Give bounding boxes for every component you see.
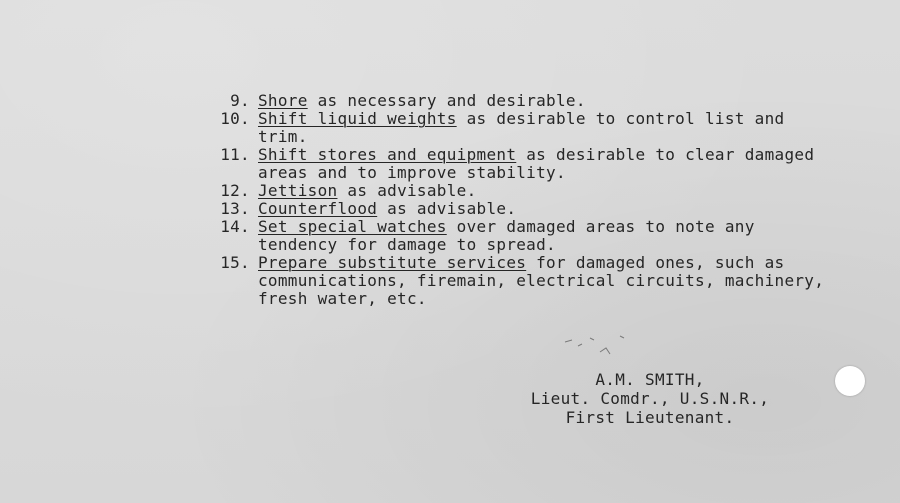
list-item <box>200 146 840 182</box>
item-lead: Shift liquid weights <box>258 109 457 128</box>
item-rest: as necessary and desirable. <box>307 91 586 110</box>
item-text <box>258 254 840 308</box>
signatory-rank: Lieut. Comdr., U.S.N.R., <box>530 389 770 408</box>
item-rest: over damaged areas to note any tendency for damage to spread. <box>258 217 755 254</box>
item-lead: Set special watches <box>258 217 447 236</box>
item-number: 9. <box>230 91 250 110</box>
punch-hole <box>835 366 865 396</box>
item-number: 12. <box>220 181 250 200</box>
item-text <box>258 182 840 200</box>
item-lead: Shore <box>258 91 308 110</box>
numbered-list <box>200 92 840 308</box>
item-text <box>258 110 840 146</box>
item-number: 11. <box>220 145 250 164</box>
signature-block <box>500 370 800 427</box>
list-item <box>200 182 840 200</box>
item-number: 10. <box>220 109 250 128</box>
item-lead: Counterflood <box>258 199 378 218</box>
item-number: 14. <box>220 217 250 236</box>
signatory-title: First Lieutenant. <box>565 408 735 427</box>
list-item <box>200 110 840 146</box>
item-lead: Prepare substitute services <box>258 253 527 272</box>
item-rest: for damaged ones, such as communications, firemain, electrical circuits, machinery, fresh water, etc. <box>258 253 825 308</box>
list-item <box>200 92 840 110</box>
item-rest: as desirable to clear damaged areas and to improve stability. <box>258 145 815 182</box>
item-text <box>258 200 840 218</box>
item-rest: as advisable. <box>377 199 517 218</box>
list-item <box>200 254 840 308</box>
item-text <box>258 92 840 110</box>
item-lead: Shift stores and equipment <box>258 145 517 164</box>
item-lead: Jettison <box>258 181 338 200</box>
ink-smudge <box>560 330 650 360</box>
item-text <box>258 146 840 182</box>
item-number: 15. <box>220 253 250 272</box>
item-number: 13. <box>220 199 250 218</box>
list-item <box>200 218 840 254</box>
item-rest: as desirable to control list and trim. <box>258 109 785 146</box>
list-item <box>200 200 840 218</box>
item-rest: as advisable. <box>337 181 477 200</box>
signatory-name: A.M. SMITH, <box>595 370 705 389</box>
item-text <box>258 218 840 254</box>
